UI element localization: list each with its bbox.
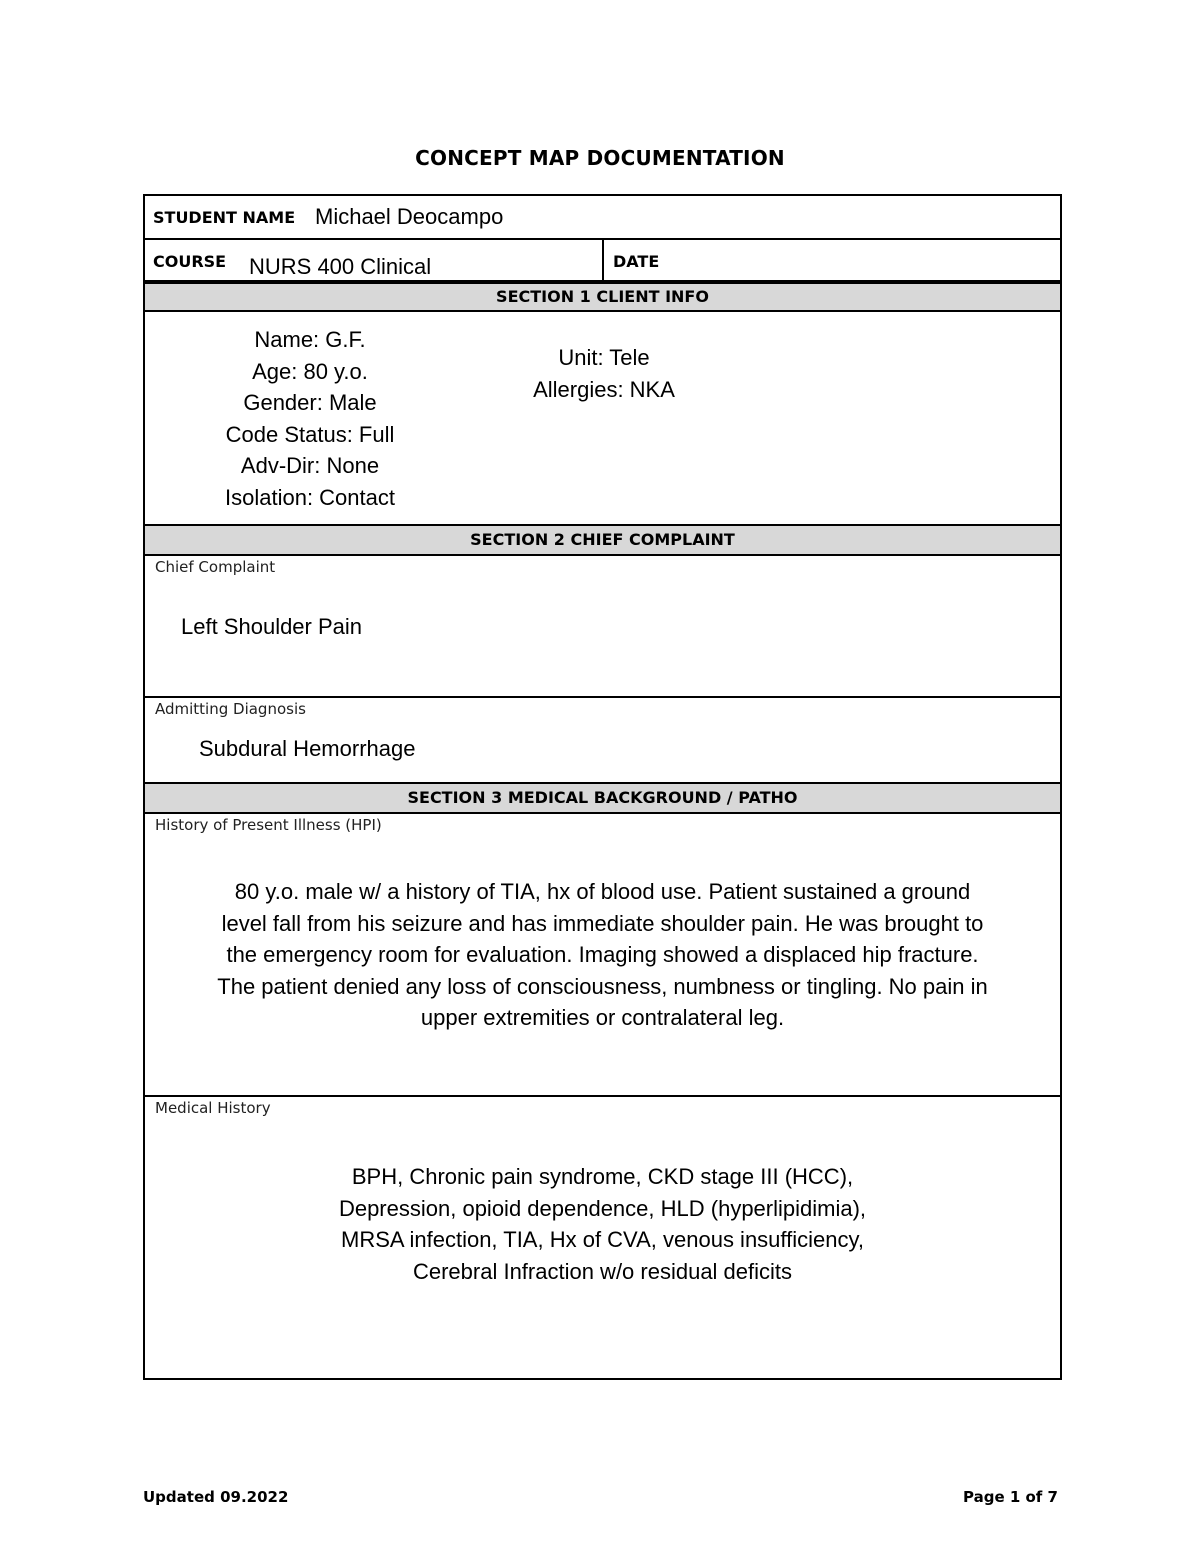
hpi-line: upper extremities or contralateral leg.: [420, 1005, 785, 1030]
medical-history-line: MRSA infection, TIA, Hx of CVA, venous insufficiency,: [341, 1227, 864, 1252]
medical-history-line: Depression, opioid dependence, HLD (hyperlipidimia),: [338, 1195, 867, 1221]
client-gender: Gender: Male: [243, 390, 377, 415]
admitting-diagnosis-box: [143, 696, 1062, 784]
admitting-diagnosis-label: Admitting Diagnosis: [155, 700, 306, 718]
client-adv-dir: Adv-Dir: None: [240, 453, 380, 478]
client-code-status: Code Status: Full: [225, 421, 395, 447]
course-date-divider: [602, 240, 604, 280]
client-allergies: Allergies: NKA: [533, 376, 675, 402]
course-label: COURSE: [153, 252, 227, 271]
document-title: CONCEPT MAP DOCUMENTATION: [415, 146, 785, 170]
chief-complaint-box: [143, 554, 1062, 698]
client-info-right: [470, 342, 738, 405]
medical-history-box: [143, 1095, 1062, 1380]
hpi-line: level fall from his seizure and has immediate shoulder pain. He was brought to: [221, 910, 984, 936]
chief-complaint-field[interactable]: Left Shoulder Pain: [181, 614, 363, 639]
date-label: DATE: [613, 252, 660, 271]
medical-history-line: BPH, Chronic pain syndrome, CKD stage III (HCC),: [351, 1164, 854, 1189]
section3-header: SECTION 3 MEDICAL BACKGROUND / PATHO: [143, 782, 1062, 814]
section1-header: SECTION 1 CLIENT INFO: [143, 282, 1062, 312]
hpi-text[interactable]: [145, 876, 1060, 1034]
hpi-label: History of Present Illness (HPI): [155, 816, 382, 834]
client-name: Name: G.F.: [254, 327, 366, 352]
hpi-box: [143, 812, 1062, 1097]
client-age: Age: 80 y.o.: [252, 358, 368, 384]
footer-page-number: Page 1 of 7: [963, 1488, 1058, 1506]
course-date-row: [143, 238, 1062, 282]
hpi-line: the emergency room for evaluation. Imaging showed a displaced hip fracture.: [226, 942, 979, 967]
section2-header: SECTION 2 CHIEF COMPLAINT: [143, 524, 1062, 556]
client-unit: Unit: Tele: [558, 345, 650, 370]
client-isolation: Isolation: Contact: [225, 484, 395, 510]
client-info-left: [165, 324, 455, 513]
medical-history-text[interactable]: [145, 1161, 1060, 1287]
student-name-label: STUDENT NAME: [153, 208, 296, 227]
hpi-line: The patient denied any loss of consciousness, numbness or tingling. No pain in: [217, 973, 988, 999]
chief-complaint-label: Chief Complaint: [155, 558, 276, 576]
student-name-field[interactable]: Michael Deocampo: [315, 204, 504, 229]
client-info-box: [143, 310, 1062, 526]
medical-history-label: Medical History: [155, 1099, 271, 1117]
concept-map-form: [143, 194, 1062, 1380]
footer-updated: Updated 09.2022: [143, 1488, 289, 1506]
admitting-diagnosis-field[interactable]: Subdural Hemorrhage: [199, 736, 416, 761]
hpi-line: 80 y.o. male w/ a history of TIA, hx of blood use. Patient sustained a ground: [234, 879, 971, 904]
course-field[interactable]: NURS 400 Clinical: [249, 254, 432, 279]
student-name-row: [143, 194, 1062, 240]
medical-history-line: Cerebral Infraction w/o residual deficits: [412, 1258, 793, 1284]
